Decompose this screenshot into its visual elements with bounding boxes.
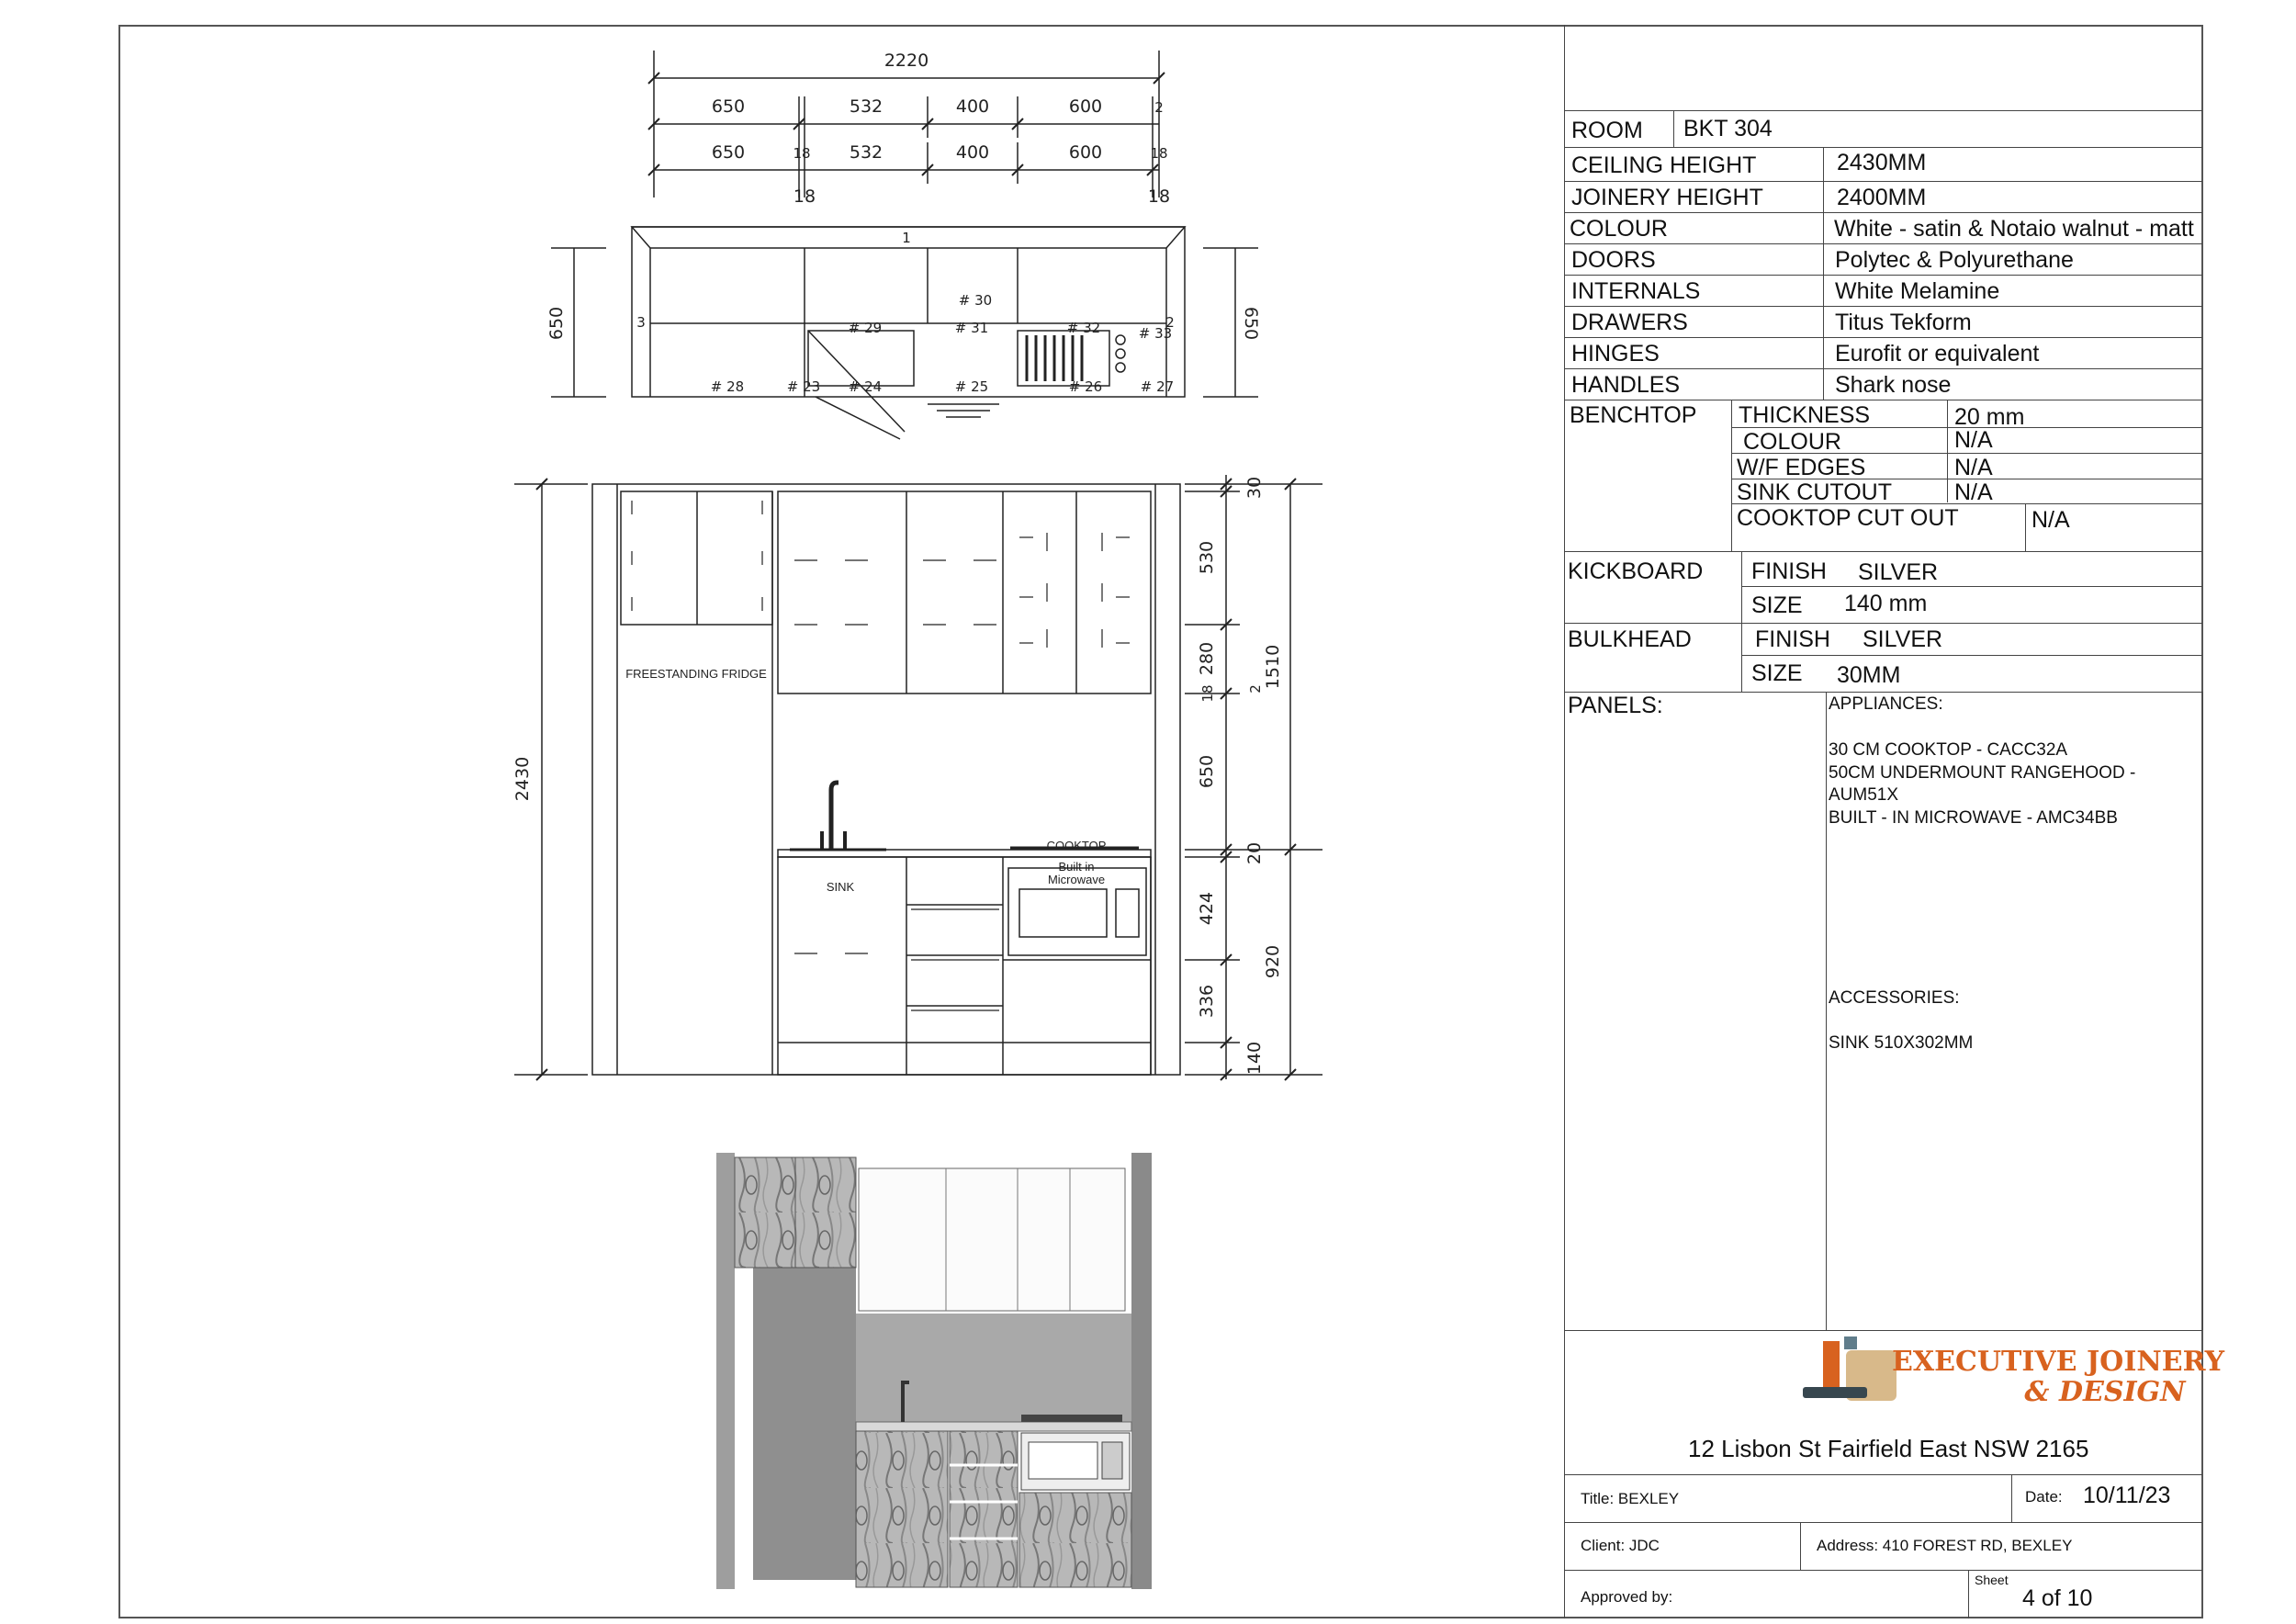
handles-label: HANDLES (1571, 372, 1681, 398)
col-line (2202, 692, 2203, 1330)
cooktop-cutout-value: N/A (2032, 507, 2070, 533)
hinges-value: Eurofit or equivalent (1835, 341, 2040, 367)
row-line (1564, 337, 2202, 338)
plan-mark: # 26 (1068, 378, 1103, 395)
ceiling-height-value: 2430MM (1837, 150, 1927, 175)
project-title: Title: BEXLEY (1581, 1490, 1680, 1507)
col-line (1673, 110, 1674, 147)
col-line (1826, 692, 1827, 1330)
row-line (1564, 212, 2202, 213)
internals-label: INTERNALS (1571, 278, 1701, 304)
bulkhead-finish-value: SILVER (1863, 626, 1943, 652)
plan-mark: # 32 (1066, 320, 1101, 336)
col-line (1947, 400, 1948, 502)
benchtop-label: BENCHTOP (1570, 402, 1697, 428)
col-line (1800, 1522, 1801, 1570)
bulkhead-label: BULKHEAD (1568, 626, 1692, 652)
approved-by: Approved by: (1581, 1588, 1673, 1606)
elevation-dim: 336 (1197, 984, 1217, 1019)
row-line (1564, 1330, 2202, 1331)
kickboard-size-value: 140 mm (1844, 591, 1928, 616)
elevation-dim: 18 (1199, 684, 1216, 703)
plan-dim: 18 (1147, 186, 1171, 207)
company-name: EXECUTIVE JOINERY (1892, 1346, 2225, 1378)
bulkhead-finish-label: FINISH (1755, 626, 1830, 652)
row-line (1564, 306, 2202, 307)
row-line (1564, 1522, 2202, 1523)
appliances-title: APPLIANCES: (1829, 694, 1943, 714)
wf-edges-value: N/A (1954, 455, 1993, 480)
appliance-item: AUM51X (1829, 785, 1899, 805)
row-line (1564, 243, 2202, 244)
appliance-item: BUILT - IN MICROWAVE - AMC34BB (1829, 808, 2118, 828)
row-line (1731, 453, 2202, 454)
plan-dim: 650 (711, 96, 746, 117)
elevation-dim: 650 (1197, 754, 1217, 789)
elevation-dim: 140 (1244, 1041, 1265, 1076)
row-line (1564, 551, 2202, 552)
plan-left-dim: 650 (546, 306, 567, 341)
sheet-value: 4 of 10 (2022, 1585, 2093, 1611)
benchtop-colour-value: N/A (1954, 427, 1993, 453)
appliance-item: 30 CM COOKTOP - CACC32A (1829, 740, 2068, 760)
plan-right-dim: 650 (1241, 306, 1261, 341)
row-line (1564, 368, 2202, 369)
row-line (1564, 275, 2202, 276)
doors-label: DOORS (1571, 247, 1656, 273)
kitchen-3d-render (716, 1153, 1152, 1589)
plan-dim: 650 (711, 142, 746, 163)
plan-dim: 532 (849, 96, 884, 117)
plan-overall-dim: 2220 (884, 51, 929, 71)
handles-value: Shark nose (1835, 372, 1952, 398)
bulkhead-size-label: SIZE (1751, 660, 1803, 686)
plan-mark: 1 (902, 230, 911, 246)
microwave-label: Microwave (1047, 873, 1106, 886)
drawers-value: Titus Tekform (1835, 310, 1972, 335)
thickness-label: THICKNESS (1739, 402, 1871, 428)
joinery-height-value: 2400MM (1837, 185, 1927, 210)
ceiling-height-label: CEILING HEIGHT (1571, 152, 1757, 178)
client: Client: JDC (1581, 1537, 1660, 1554)
sheet-label: Sheet (1975, 1573, 2009, 1587)
plan-mark: # 23 (786, 378, 821, 395)
plan-mark: 3 (636, 314, 646, 331)
accessory-item: SINK 510X302MM (1829, 1033, 1974, 1053)
plan-dim: 2 (1154, 99, 1164, 116)
fridge-label: FREESTANDING FRIDGE (625, 667, 767, 681)
plan-dim: 600 (1068, 96, 1103, 117)
wf-edges-label: W/F EDGES (1737, 455, 1866, 480)
internals-value: White Melamine (1835, 278, 2000, 304)
kickboard-finish-value: SILVER (1858, 559, 1939, 585)
bulkhead-size-value: 30MM (1837, 662, 1901, 688)
plan-mark: # 25 (954, 378, 989, 395)
row-line (1741, 655, 2202, 656)
doors-value: Polytec & Polyurethane (1835, 247, 2074, 273)
hinges-label: HINGES (1571, 341, 1660, 367)
date-value: 10/11/23 (2083, 1483, 2171, 1508)
thickness-value: 20 mm (1954, 404, 2025, 430)
plan-mark: # 33 (1138, 325, 1173, 342)
plan-dim: 400 (955, 142, 990, 163)
elevation-dim: 424 (1197, 891, 1217, 926)
plan-dim: 18 (793, 145, 811, 162)
plan-dim: 600 (1068, 142, 1103, 163)
row-line (1564, 181, 2202, 182)
kickboard-size-label: SIZE (1751, 592, 1803, 618)
elevation-dim: 2 (1247, 684, 1264, 694)
colour-value: White - satin & Notaio walnut - matt (1834, 216, 2194, 242)
row-line (1564, 1474, 2202, 1475)
row-line (1741, 586, 2202, 587)
elevation-labels (512, 477, 1283, 1075)
sink-cutout-value: N/A (1954, 479, 1993, 505)
kickboard-label: KICKBOARD (1568, 558, 1704, 584)
date-label: Date: (2025, 1488, 2063, 1506)
sink-cutout-label: SINK CUTOUT (1737, 479, 1892, 505)
panel-divider (1564, 25, 1565, 1618)
col-line (2025, 503, 2026, 551)
elevation-dim: 280 (1197, 641, 1217, 676)
room-value: BKT 304 (1683, 116, 1773, 141)
accessories-title: ACCESSORIES: (1829, 988, 1960, 1008)
row-line (1564, 147, 2202, 148)
benchtop-colour-label: COLOUR (1743, 429, 1841, 455)
elevation-height-dim: 2430 (512, 756, 533, 802)
kickboard-finish-label: FINISH (1751, 558, 1827, 584)
appliance-item: 50CM UNDERMOUNT RANGEHOOD - (1829, 763, 2136, 783)
plan-mark: # 31 (954, 320, 989, 336)
plan-dim: 18 (793, 186, 816, 207)
row-line (1564, 110, 2202, 111)
colour-label: COLOUR (1570, 216, 1668, 242)
elevation-dim: 30 (1244, 476, 1265, 500)
company-address: 12 Lisbon St Fairfield East NSW 2165 (1688, 1435, 2089, 1462)
sink-label: SINK (826, 880, 855, 894)
plan-mark: # 24 (848, 378, 883, 395)
plan-mark: # 30 (958, 292, 993, 309)
project-address: Address: 410 FOREST RD, BEXLEY (1817, 1537, 2073, 1554)
panels-label: PANELS: (1568, 693, 1663, 718)
cooktop-cutout-label: COOKTOP CUT OUT (1737, 505, 1959, 531)
col-line (2011, 1474, 2012, 1522)
plan-mark: # 29 (848, 320, 883, 336)
plan-dim: 400 (955, 96, 990, 117)
col-line (1823, 147, 1824, 400)
col-line (1741, 551, 1742, 692)
plan-mark: # 28 (710, 378, 745, 395)
plan-dim: 18 (1150, 145, 1168, 162)
row-line (1731, 503, 2202, 504)
plan-mark: # 27 (1140, 378, 1175, 395)
plan-dim: 532 (849, 142, 884, 163)
company-name-suffix: & DESIGN (2024, 1376, 2186, 1408)
row-line (1564, 1570, 2202, 1571)
microwave-label: Built in (1058, 860, 1095, 874)
company-logo (1803, 1336, 2225, 1408)
drawers-label: DRAWERS (1571, 310, 1688, 335)
plan-mark: 2 (1165, 314, 1175, 331)
elevation-dim: 530 (1197, 540, 1217, 575)
col-line (1968, 1570, 1969, 1618)
elevation-dim: 20 (1244, 841, 1265, 865)
row-line (1564, 623, 2202, 624)
col-line (1731, 400, 1732, 551)
cooktop-label: COOKTOP (1046, 839, 1107, 852)
elevation-outer-dim: 920 (1263, 944, 1283, 979)
elevation-outer-dim: 1510 (1263, 644, 1283, 690)
joinery-height-label: JOINERY HEIGHT (1571, 185, 1763, 210)
room-label: ROOM (1571, 118, 1643, 143)
